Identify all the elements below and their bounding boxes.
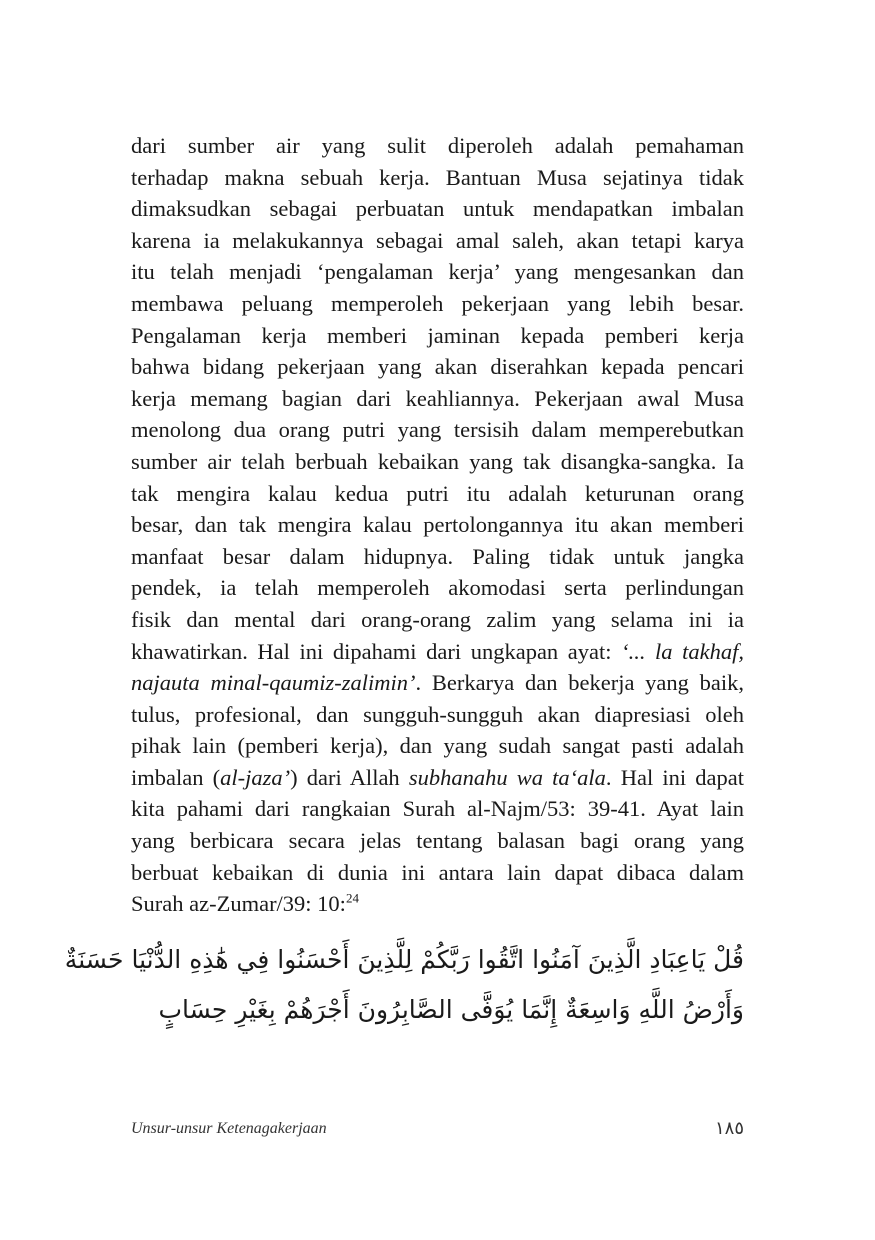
body-line: itu telah menjadi ‘pengalaman kerja’ yang mengesankan dan xyxy=(131,259,744,285)
term-italic: al-jaza’ xyxy=(220,764,291,790)
body-line: berbuat kebaikan di dunia ini antara lain dapat dibaca dalam xyxy=(131,859,744,885)
body-line: kerja memang bagian dari keahliannya. Pekerjaan awal Musa xyxy=(131,385,744,411)
body-line: tulus, profesional, dan sungguh-sungguh akan diapresiasi oleh xyxy=(131,701,744,727)
body-line: fisik dan mental dari orang-orang zalim yang selama ini ia xyxy=(131,606,744,632)
body-text-span: Surah az-Zumar/39: 10: xyxy=(131,891,346,917)
body-line: pihak lain (pemberi kerja), dan yang sudah sangat pasti adalah xyxy=(131,733,744,759)
quran-quote-italic: najauta minal-qaumiz-zalimin’ xyxy=(131,670,416,696)
body-text-span: imbalan ( xyxy=(131,764,221,790)
body-line xyxy=(131,667,744,699)
body-line: menolong dua orang putri yang tersisih dalam memperebutkan xyxy=(131,417,744,443)
running-title: Unsur-unsur Ketenagakerjaan xyxy=(131,1120,327,1137)
body-line: bahwa bidang pekerjaan yang akan diserahkan kepada pencari xyxy=(131,354,744,380)
body-line: manfaat besar dalam hidupnya. Paling tidak untuk jangka xyxy=(131,543,744,569)
body-line: kita pahami dari rangkaian Surah al-Najm/53: 39-41. Ayat lain xyxy=(131,796,744,822)
term-italic: subhanahu wa ta‘ala xyxy=(408,764,606,790)
body-line: terhadap makna sebuah kerja. Bantuan Musa sejatinya tidak xyxy=(131,164,744,190)
body-line: pendek, ia telah memperoleh akomodasi serta perlindungan xyxy=(131,575,744,601)
body-line: dimaksudkan sebagai perbuatan untuk mendapatkan imbalan xyxy=(131,196,744,222)
body-line: sumber air telah berbuah kebaikan yang tak disangka-sangka. Ia xyxy=(131,448,744,474)
body-text-span: . Hal ini dapat xyxy=(605,764,744,790)
body-line xyxy=(131,636,744,668)
body-line: karena ia melakukannya sebagai amal saleh, akan tetapi karya xyxy=(131,227,744,253)
body-line: tak mengira kalau kedua putri itu adalah keturunan orang xyxy=(131,480,744,506)
page-number: ١٨٥ xyxy=(714,1118,744,1139)
body-line: yang berbicara secara jelas tentang balasan bagi orang yang xyxy=(131,828,744,854)
body-line: Pengalaman kerja memberi jaminan kepada pemberi kerja xyxy=(131,322,744,348)
body-line xyxy=(131,762,744,794)
body-line: dari sumber air yang sulit diperoleh adalah pemahaman xyxy=(131,133,744,158)
page-footer xyxy=(131,1120,744,1144)
body-text-span: khawatirkan. Hal ini dipahami dari ungkapan ayat: xyxy=(131,638,622,664)
body-line xyxy=(131,888,744,920)
body-text-span: . Berkarya dan bekerja yang baik, xyxy=(415,670,744,696)
body-text-span: ) dari Allah xyxy=(290,764,409,790)
quran-quote-italic: ‘... la takhaf, xyxy=(621,638,745,664)
body-line: besar, dan tak mengira kalau pertolongannya itu akan memberi xyxy=(131,512,744,538)
footnote-reference[interactable]: 24 xyxy=(345,890,359,906)
body-line: membawa peluang memperoleh pekerjaan yang lebih besar. xyxy=(131,290,744,316)
arabic-verse-line: وَأَرْضُ اللَّهِ وَاسِعَةٌ إِنَّمَا يُوَفَّى الصَّابِرُونَ أَجْرَهُمْ بِغَيْرِ حِسَابٍ xyxy=(158,995,744,1024)
body-text xyxy=(131,130,744,920)
arabic-verse-line: قُلْ يَاعِبَادِ الَّذِينَ آمَنُوا اتَّقُوا رَبَّكُمْ لِلَّذِينَ أَحْسَنُوا فِي هَٰذِهِ الدُّنْيَا حَسَنَةٌ xyxy=(64,945,744,974)
